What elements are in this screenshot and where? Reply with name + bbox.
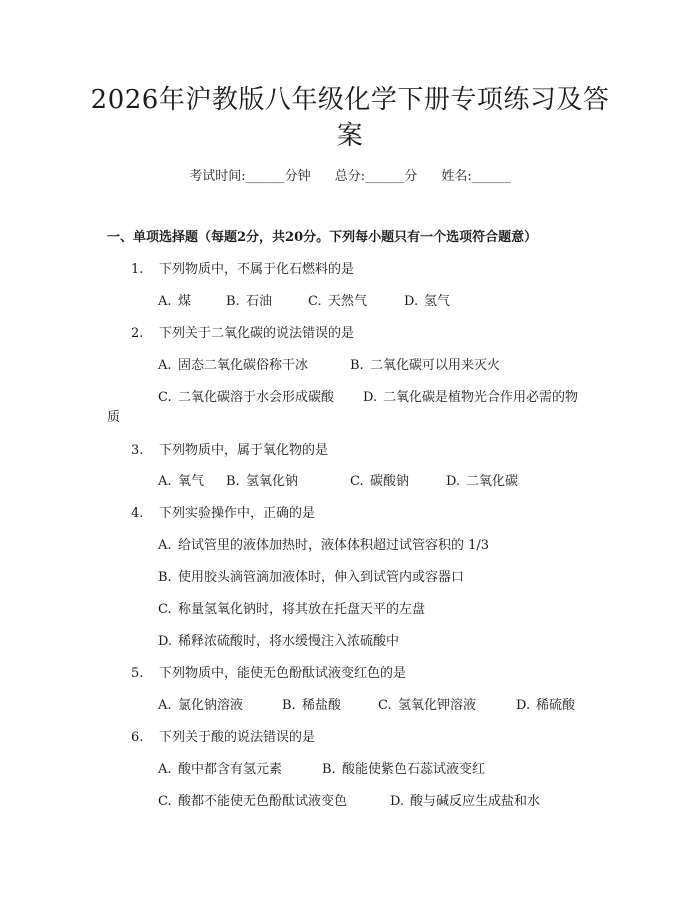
question-6 xyxy=(131,729,315,747)
question-5 xyxy=(131,665,406,683)
option-d: D. 稀硫酸 xyxy=(516,698,576,713)
question-text: 下列物质中，不属于化石燃料的是 xyxy=(159,262,355,277)
question-4 xyxy=(131,505,315,523)
section-heading-single-choice: 一、单项选择题（每题2分，共20分。下列每小题只有一个选项符合题意） xyxy=(107,230,538,245)
question-2 xyxy=(131,325,354,343)
option-d: D. 二氧化碳 xyxy=(446,474,519,489)
document-title xyxy=(80,82,620,154)
question-1-options xyxy=(158,293,450,311)
option-c: C. 氢氧化钾溶液 xyxy=(378,698,477,713)
question-6-options-row-1 xyxy=(158,761,485,779)
option-d: D. 酸与碱反应生成盐和水 xyxy=(390,794,541,809)
question-text: 下列关于酸的说法错误的是 xyxy=(159,730,316,745)
exam-time-label: 考试时间: xyxy=(189,169,246,184)
student-name-blank: ______ xyxy=(471,169,511,184)
question-text: 下列物质中，属于氧化物的是 xyxy=(159,443,329,458)
option-c: C. 天然气 xyxy=(308,294,368,309)
question-number: 3. xyxy=(131,443,144,458)
exam-info-line xyxy=(0,168,700,186)
exam-time-blank: ______ xyxy=(245,169,285,184)
total-score-unit: 分 xyxy=(404,169,418,184)
total-score-label: 总分: xyxy=(334,169,366,184)
option-d: D. 二氧化碳是植物光合作用必需的物 xyxy=(363,390,579,405)
question-2-options-row-1 xyxy=(158,357,500,375)
question-6-options-row-2 xyxy=(158,793,540,811)
question-text: 下列实验操作中，正确的是 xyxy=(159,506,316,521)
student-name-group xyxy=(441,169,510,184)
option-c: C. 碳酸钠 xyxy=(350,474,410,489)
question-4-option-a xyxy=(158,537,489,555)
question-4-option-d xyxy=(158,633,399,651)
question-4-option-b xyxy=(158,569,464,587)
option-d: D. 稀释浓硫酸时，将水缓慢注入浓硫酸中 xyxy=(158,634,400,649)
option-a: A. 氯化钠溶液 xyxy=(158,698,244,713)
option-b: B. 氢氧化钠 xyxy=(226,474,299,489)
total-score-blank: ______ xyxy=(365,169,405,184)
title-line-1: 2026年沪教版八年级化学下册专项练习及答 xyxy=(90,85,610,115)
option-a: A. 煤 xyxy=(158,294,192,309)
question-number: 6. xyxy=(131,730,144,745)
question-number: 4. xyxy=(131,506,144,521)
option-c: C. 二氧化碳溶于水会形成碳酸 xyxy=(158,390,335,405)
option-b: B. 酸能使紫色石蕊试液变红 xyxy=(322,762,486,777)
title-line-2: 案 xyxy=(336,121,364,151)
question-2-options-row-2 xyxy=(158,389,578,407)
total-score-group xyxy=(335,169,417,184)
question-number: 5. xyxy=(131,666,144,681)
exam-time-unit: 分钟 xyxy=(284,169,311,184)
question-number: 2. xyxy=(131,326,144,341)
option-b: B. 二氧化碳可以用来灭火 xyxy=(350,358,501,373)
question-3 xyxy=(131,442,328,460)
question-4-option-c xyxy=(158,601,425,619)
question-text: 下列关于二氧化碳的说法错误的是 xyxy=(159,326,355,341)
student-name-label: 姓名: xyxy=(441,169,472,184)
exam-time-group xyxy=(189,169,310,184)
question-5-options xyxy=(158,697,575,715)
option-b: B. 稀盐酸 xyxy=(282,698,342,713)
option-b: B. 使用胶头滴管滴加液体时，伸入到试管内或容器口 xyxy=(158,570,465,585)
option-b: B. 石油 xyxy=(226,294,273,309)
question-number: 1. xyxy=(131,262,144,277)
option-d: D. 氢气 xyxy=(404,294,451,309)
question-text: 下列物质中，能使无色酚酞试液变红色的是 xyxy=(159,666,407,681)
option-a: A. 给试管里的液体加热时，液体体积超过试管容积的 1/3 xyxy=(158,538,490,553)
question-1 xyxy=(131,261,354,279)
option-a: A. 固态二氧化碳俗称干冰 xyxy=(158,358,309,373)
option-a: A. 氧气 xyxy=(158,474,205,489)
option-c: C. 称量氢氧化钠时，将其放在托盘天平的左盘 xyxy=(158,602,426,617)
option-a: A. 酸中都含有氢元素 xyxy=(158,762,283,777)
option-c: C. 酸都不能使无色酚酞试液变色 xyxy=(158,794,348,809)
question-2-option-d-wrap: 质 xyxy=(107,410,121,425)
question-3-options xyxy=(158,473,518,491)
